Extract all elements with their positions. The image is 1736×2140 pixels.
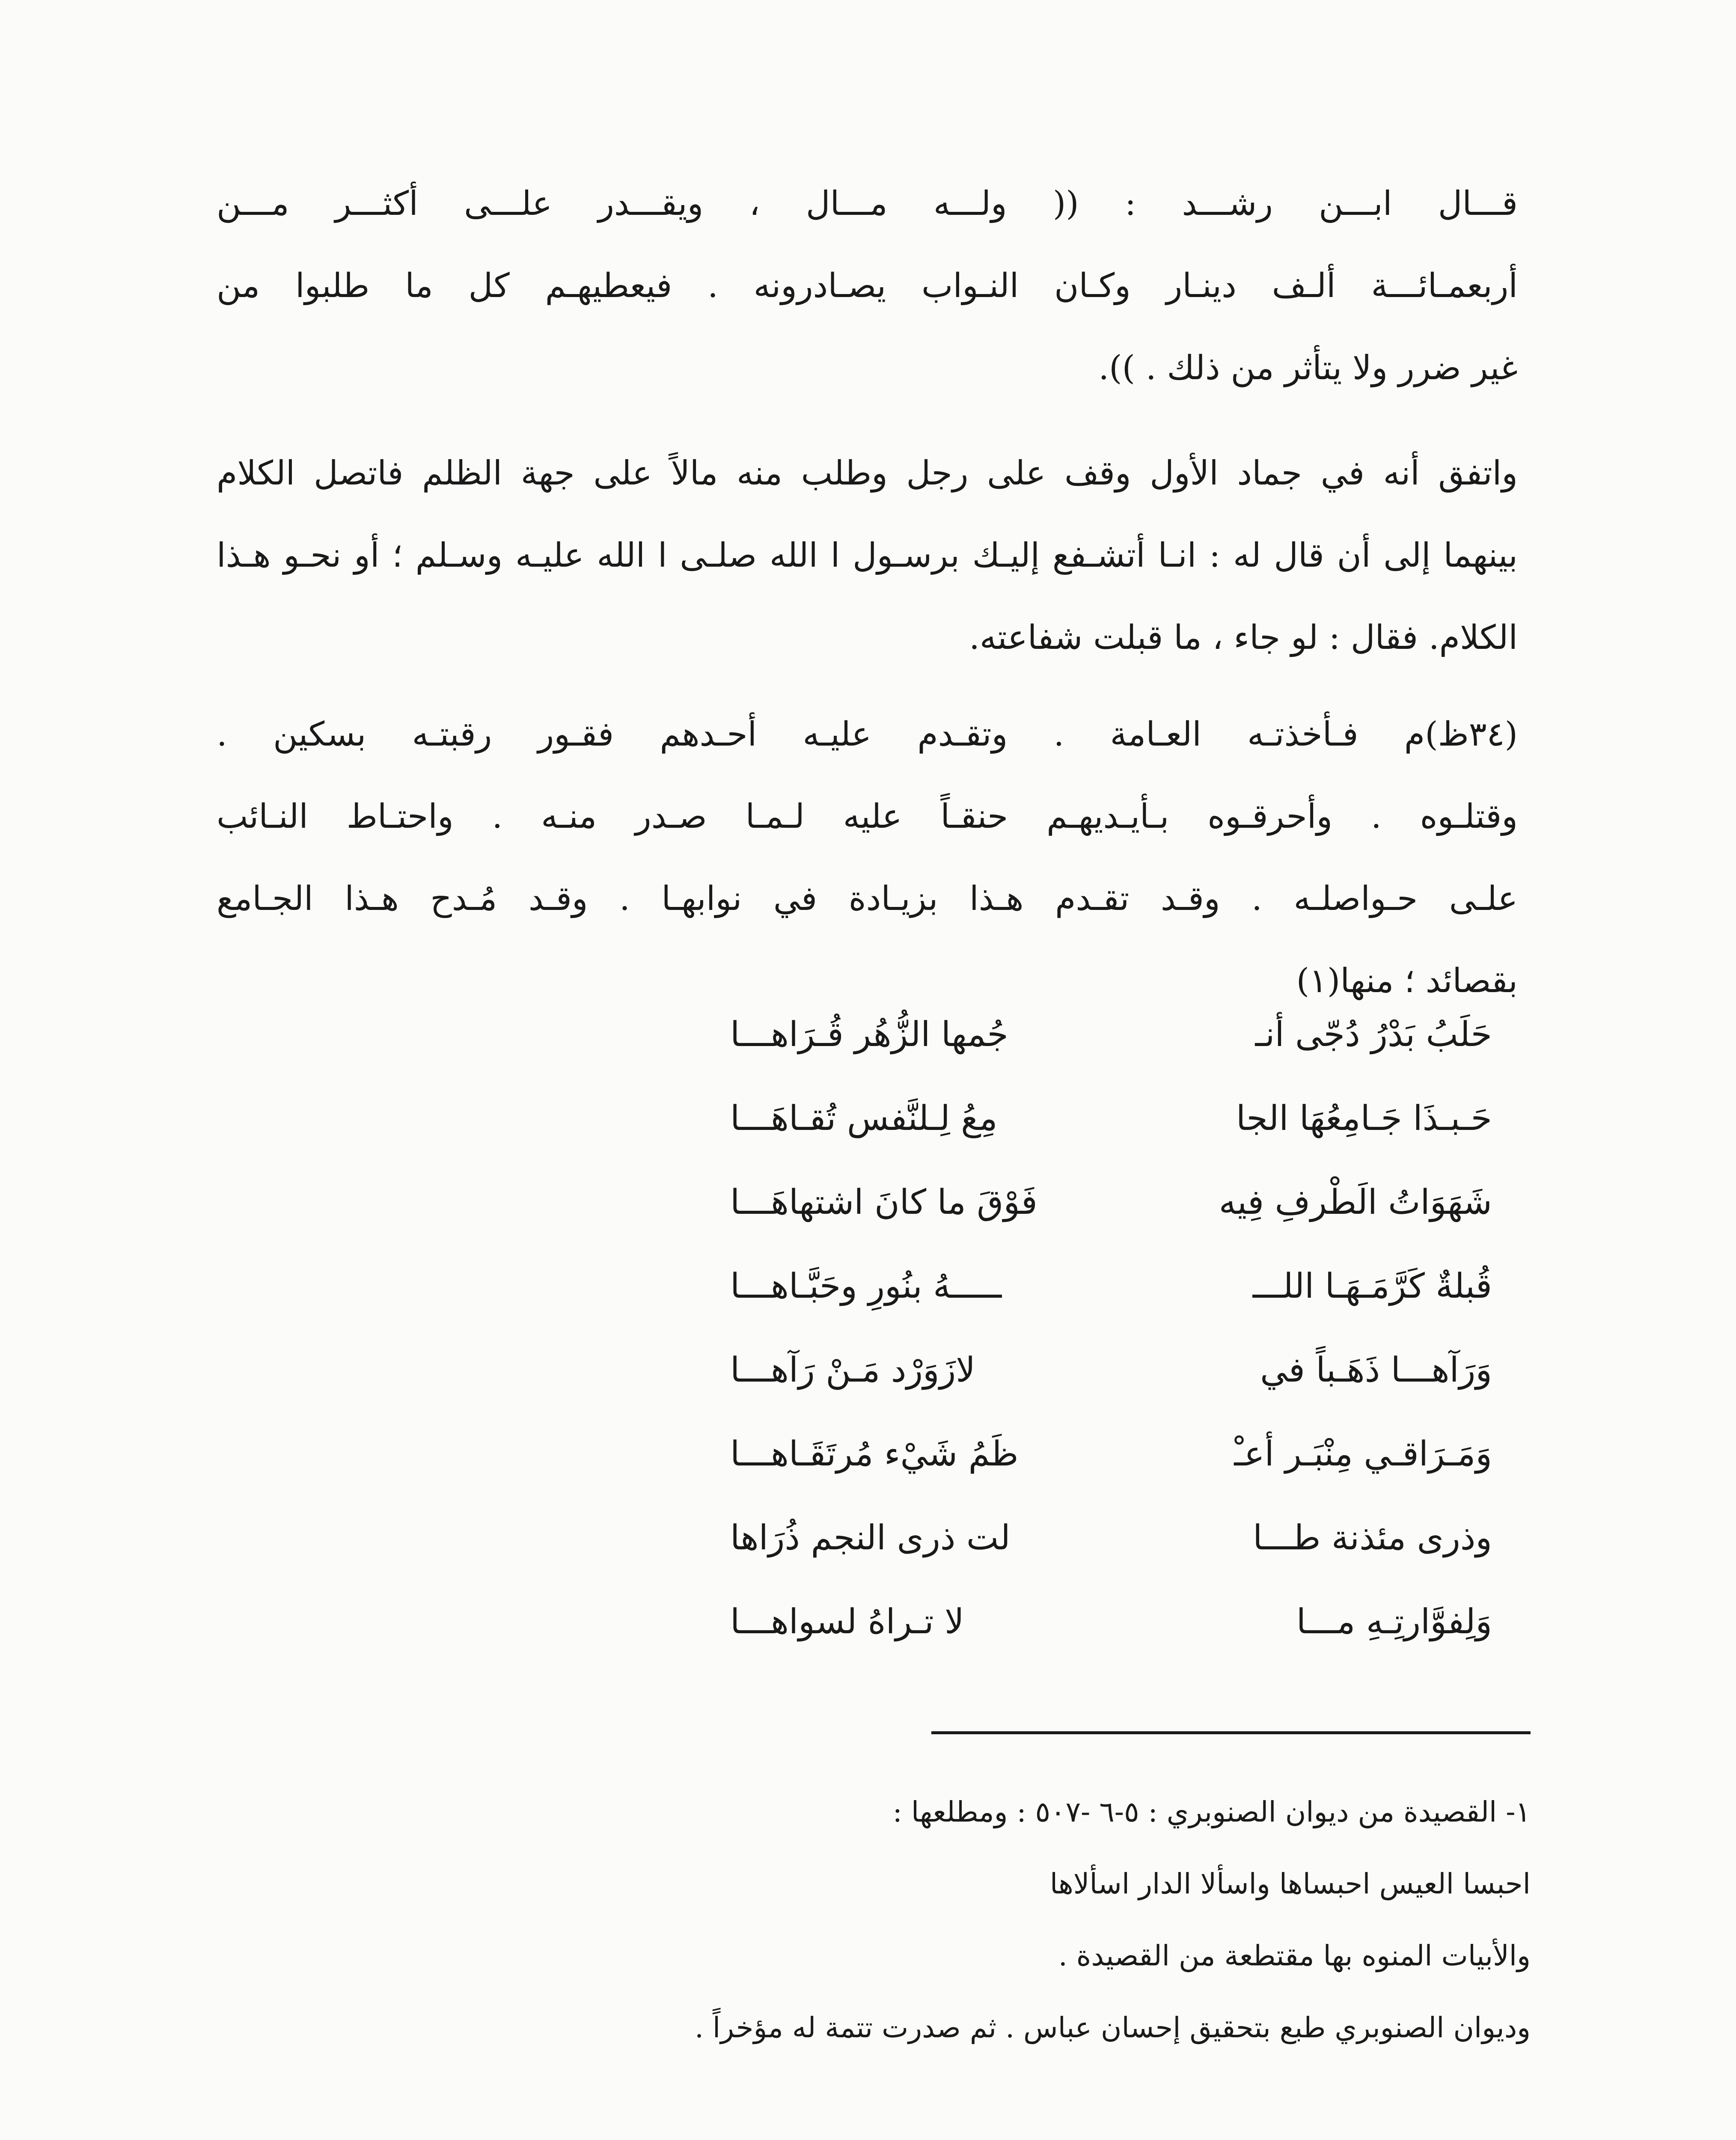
verse-second-hemistich: لا تـراهُ لسواهـــا [730, 1602, 964, 1641]
footnote-line-4: وديوان الصنوبري طبع بتحقيق إحسان عباس . ثم صدرت تتمة له مؤخراً . [694, 2011, 1531, 2044]
verse-second-hemistich: لت ذرى النجم ذُرَاها [730, 1518, 1011, 1557]
footnote-line-2: احبسا العيس احبساها واسألا الدار اسألاها [1049, 1867, 1531, 1900]
verse-first-hemistich: وَلِفوَّارتِـهِ مـــا [1296, 1602, 1492, 1641]
verse-first-hemistich: وذرى مئذنة طـــا [1253, 1518, 1492, 1557]
paragraph-2 [217, 432, 1518, 679]
paragraph-2-line-3: الكلام. فقال : لو جاء ، ما قبلت شفاعته. [969, 618, 1518, 657]
verse-first-hemistich: حَـبـذَا جَـامِعُهَا الجا [1236, 1098, 1492, 1138]
verse-second-hemistich: فَوْقَ ما كانَ اشتهاهَـــا [730, 1182, 1037, 1222]
paragraph-3-line-1: (٣٤ظ)م فـأخذتـه العـامة . وتقـدم عليـه أحـدهم فقـور رقبتـه بسكين . [217, 715, 1518, 754]
poem-verse [730, 1350, 1492, 1434]
verse-first-hemistich: وَمَـرَاقـي مِنْبَـر أعـْ [1234, 1434, 1492, 1474]
paragraph-1-line-2: أربعمـائـــة ألـف دينـار وكـان النـواب يصـادرونه . فيعطيهـم كل ما طلبوا من [217, 267, 1518, 305]
verse-first-hemistich: وَرَآهـــا ذَهَـباً في [1260, 1350, 1492, 1390]
paragraph-1 [217, 163, 1518, 409]
paragraph-2-line-2: بينهما إلى أن قال له : انـا أتشـفع إليـك برسـول ا الله صلـى ا الله عليـه وسـلم ؛ أو نحـو هـذا [217, 536, 1518, 575]
paragraph-3-line-2: وقتلـوه . وأحرقـوه بـأيـديهـم حنقـاً عليه لـمـا صـدر منـه . واحتـاط النـائب [217, 797, 1518, 836]
poem-verse [730, 1518, 1492, 1602]
verse-second-hemistich: جُمها الزُّهُر قُـرَاهـــا [730, 1014, 1008, 1054]
footnote-line-1: ١- القصيدة من ديوان الصنوبري : ٥-٦ -٥٠٧ : ومطلعها : [892, 1795, 1531, 1828]
paragraph-3-line-4: بقصائد ؛ منها(١) [1296, 962, 1518, 1000]
verse-second-hemistich: مِعُ لِـلنَّفس تُقـاهَـــا [730, 1098, 998, 1138]
footnote-line-3: والأبيات المنوه بها مقتطعة من القصيدة . [1058, 1939, 1531, 1972]
verse-first-hemistich: شَهَوَاتُ الَطْرفِ فِيه [1219, 1182, 1492, 1222]
verse-first-hemistich: قُبلةٌ كَرَّمَـهَـا اللـــ [1252, 1266, 1492, 1306]
paragraph-3 [217, 693, 1518, 1022]
poem [730, 1014, 1492, 1685]
poem-verse [730, 1434, 1492, 1518]
verse-second-hemistich: ـــــهُ بنُورِ وحَبَّـاهـــا [730, 1266, 1002, 1306]
paragraph-1-line-3: غير ضرر ولا يتأثر من ذلك . )). [1098, 349, 1518, 387]
footnote-divider [931, 1731, 1531, 1734]
poem-verse [730, 1266, 1492, 1350]
footnotes [204, 1776, 1531, 2064]
poem-verse [730, 1182, 1492, 1266]
paragraph-3-line-3: علـى حـواصلـه . وقـد تقـدم هـذا بزيـادة في نوابهـا . وقـد مُـدح هـذا الجـامع [217, 880, 1518, 918]
verse-second-hemistich: ظَمُ شَيْء مُرتَقَـاهـــا [730, 1434, 1019, 1474]
paragraph-1-line-1: قـــال ابـــن رشـــد : (( ولـــه مـــال ، ويقـــدر علـــى أكثـــر مـــن [217, 184, 1518, 223]
poem-verse [730, 1602, 1492, 1685]
poem-verse [730, 1014, 1492, 1098]
paragraph-2-line-1: واتفق أنه في جماد الأول وقف على رجل وطلب منه مالاً على جهة الظلم فاتصل الكلام [217, 454, 1518, 493]
poem-verse [730, 1098, 1492, 1182]
verse-second-hemistich: لازَوَرْد مَـنْ رَآهـــا [730, 1350, 975, 1390]
verse-first-hemistich: حَلَبُ بَدْرُ دُجّى أنـ [1255, 1014, 1492, 1054]
